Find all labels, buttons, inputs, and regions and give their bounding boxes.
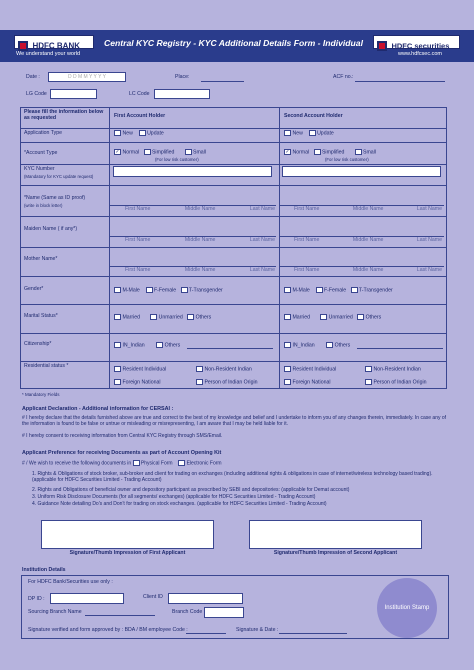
others-citizenship-checkbox[interactable] [156,342,163,348]
marital-second: Married Unmarried Others [284,314,381,321]
declaration-heading: Applicant Declaration - Additional information for CERSAI : [22,406,174,412]
signature-date-field[interactable] [279,633,347,634]
foreign-checkbox[interactable] [114,379,121,385]
name-sublabels-first: First Name Middle Name Last Name [125,206,275,212]
male-checkbox[interactable] [284,287,291,293]
mandatory-note: * Mandatory Fields [22,392,60,397]
preference-wish: # / We wish to receive the following documents in Physical Form Electronic Form [22,460,222,467]
signature-date-label: Signature & Date : [236,627,279,633]
mother-sublabels-second: First Name Middle Name Last Name [294,267,442,273]
verified-label: Signature verified and form approved by : BDA / BM employee Code : [28,627,188,633]
small-checkbox[interactable] [185,149,192,155]
new-checkbox[interactable] [284,130,291,136]
unmarried-checkbox[interactable] [320,314,327,320]
marital-first: Married Unmarried Others [114,314,211,321]
preference-heading: Applicant Preference for receiving Documents as part of Account Opening Kit [22,450,222,456]
preference-item-1: 1. Rights & Obligations of stock broker, sub-broker and client for trading on exchanges (including additional rights & obligations in case of internet/wireless technology based trading). (applicable for HDFC Securities Limited - Trading Account) [32,471,433,483]
residential-status-label: Residential status * [24,363,69,369]
gender-label: Gender* [24,286,44,292]
declaration-para-2: # I hereby consent to receiving information from Central KYC Registry through SMS/Email. [22,433,223,439]
female-checkbox[interactable] [146,287,153,293]
nri-checkbox[interactable] [365,366,372,372]
residential-second-nri: Non-Resident Indian [365,366,421,373]
residential-second: Resident Individual [284,366,336,373]
residential-first-foreign: Foreign National [114,379,161,386]
name-label: *Name (Same as ID proof) [24,195,86,201]
institution-heading: Institution Details [22,567,66,573]
maiden-sublabels-second: First Name Middle Name Last Name [294,237,442,243]
hdfc-bank-logo: HDFC BANK [14,35,94,49]
first-holder-heading: First Account Holder [114,113,166,119]
others-citizenship-checkbox[interactable] [326,342,333,348]
indian-checkbox[interactable] [284,342,291,348]
dp-id-input[interactable] [50,593,124,604]
client-id-label: Client ID [143,594,163,600]
dp-id-label: DP ID : [28,596,45,602]
transgender-checkbox[interactable] [351,287,358,293]
mother-sublabels-first: First Name Middle Name Last Name [125,267,275,273]
residential-second-foreign: Foreign National [284,379,331,386]
table-intro: Please fill the information below as requested [24,109,104,121]
for-use-label: For HDFC Bank/Securities use only : [28,579,113,585]
new-checkbox[interactable] [114,130,121,136]
preference-item-3: 3. Uniform Risk Disclosure Documents (for all segments/ exchanges) (applicable for HDFC Securities Limited - Trading Account) [32,494,316,500]
first-signature-label: Signature/Thumb Impression of First Applicant [69,550,186,556]
low-risk-note: (For low risk customer) [325,157,369,162]
physical-form-checkbox[interactable] [133,460,140,466]
transgender-checkbox[interactable] [181,287,188,293]
electronic-form-checkbox[interactable] [178,460,185,466]
first-signature-box[interactable] [41,520,214,549]
pio-checkbox[interactable] [365,379,372,385]
simplified-checkbox[interactable] [144,149,151,155]
gender-second: M-Male F-Female T-Transgender [284,287,393,294]
place-label: Place: [175,74,190,80]
second-holder-heading: Second Account Holder [284,113,343,119]
acf-field[interactable] [355,81,445,82]
citizenship-other-field-first[interactable] [187,348,273,349]
form-title: Central KYC Registry - KYC Additional Details Form - Individual [104,38,363,48]
maiden-sublabels-first: First Name Middle Name Last Name [125,237,275,243]
second-signature-label: Signature/Thumb Impression of Second Applicant [273,550,398,556]
hdfc-logo-icon [377,41,387,51]
declaration-para-1: # I hereby declare that the details furnished above are true and correct to the best of my knowledge and belief and I undertake to inform you of any changes therein, immediately. In case any of the information is found to be false or untrue or misleading or misrepresenting, I am aware that I may be held liable for it. [22,415,447,427]
account-type-first: ✓ Normal Simplified Small [115,149,206,156]
kyc-number-input-second[interactable] [282,166,441,177]
date-input[interactable] [48,72,126,82]
citizenship-other-field-second[interactable] [357,348,443,349]
lg-code-input[interactable] [50,89,97,99]
mother-name-label: Mother Name* [24,256,58,262]
normal-checkbox[interactable]: ✓ [115,149,120,155]
pio-checkbox[interactable] [196,379,203,385]
residential-first-nri: Non-Resident Indian [196,366,252,373]
low-risk-note: (For low risk customer) [155,157,199,162]
male-checkbox[interactable] [114,287,121,293]
female-checkbox[interactable] [316,287,323,293]
application-type-second: New Update [284,130,334,137]
hdfc-logo-icon [18,41,28,51]
name-note: (write in block letter) [24,203,63,208]
preference-item-4: 4. Guidance Note detailing Do's and Don't for trading on stock exchanges. (applicable for HDFC Securities Limited - Trading Account) [32,501,327,507]
account-type-label: *Account Type [24,150,58,156]
update-checkbox[interactable] [139,130,146,136]
marital-status-label: Marital Status* [24,313,58,319]
residential-second-pio: Person of Indian Origin [365,379,427,386]
married-checkbox[interactable] [114,314,121,320]
date-label: Date : [26,74,40,80]
second-signature-box[interactable] [249,520,422,549]
foreign-checkbox[interactable] [284,379,291,385]
lg-code-label: LG Code [26,91,47,97]
client-id-input[interactable] [168,593,243,604]
name-sublabels-second: First Name Middle Name Last Name [294,206,442,212]
simplified-checkbox[interactable] [314,149,321,155]
married-checkbox[interactable] [284,314,291,320]
normal-checkbox[interactable]: ✓ [285,149,290,155]
kyc-number-note: (Mandatory for KYC update request) [24,174,94,179]
unmarried-checkbox[interactable] [150,314,157,320]
others-checkbox[interactable] [357,314,364,320]
gender-first: M-Male F-Female T-Transgender [114,287,223,294]
branch-code-input[interactable] [204,607,244,618]
website-url: www.hdfcsec.com [398,51,443,57]
citizenship-second: IN_Indian Others [284,342,350,349]
lc-code-input[interactable] [154,89,210,99]
resident-checkbox[interactable] [114,366,121,372]
employee-code-field[interactable] [186,633,226,634]
update-checkbox[interactable] [309,130,316,136]
institution-stamp: Institution Stamp [377,578,437,638]
nri-checkbox[interactable] [196,366,203,372]
date-placeholder: D D M M Y Y Y Y [48,72,126,82]
citizenship-label: Citizenship* [24,341,52,347]
small-checkbox[interactable] [355,149,362,155]
application-type-first: New Update [114,130,164,137]
citizenship-first: IN_Indian Others [114,342,180,349]
hdfc-securities-logo: HDFC securities [373,35,460,49]
kyc-details-table [20,107,447,389]
lc-code-label: LC Code [129,91,150,97]
branch-name-label: Sourcing Branch Name [28,609,82,615]
account-type-second: ✓ Normal Simplified Small [285,149,376,156]
tagline: We understand your world [16,51,81,57]
maiden-name-label: Maiden Name ( if any*) [24,226,78,232]
application-type-label: Application Type [24,130,62,136]
residential-first-pio: Person of Indian Origin [196,379,258,386]
acf-label: ACF no.: [333,74,354,80]
preference-item-2: 2. Rights and Obligations of beneficial owner and depository participant as prescribed by SEBI and depositories: (applicable for Demat account) [32,487,350,493]
kyc-number-label: KYC Number [24,166,55,172]
resident-checkbox[interactable] [284,366,291,372]
indian-checkbox[interactable] [114,342,121,348]
branch-name-field[interactable] [85,615,155,616]
place-field[interactable] [201,81,244,82]
others-checkbox[interactable] [187,314,194,320]
residential-first: Resident Individual [114,366,166,373]
kyc-number-input-first[interactable] [113,166,272,177]
branch-code-label: Branch Code [172,609,203,615]
